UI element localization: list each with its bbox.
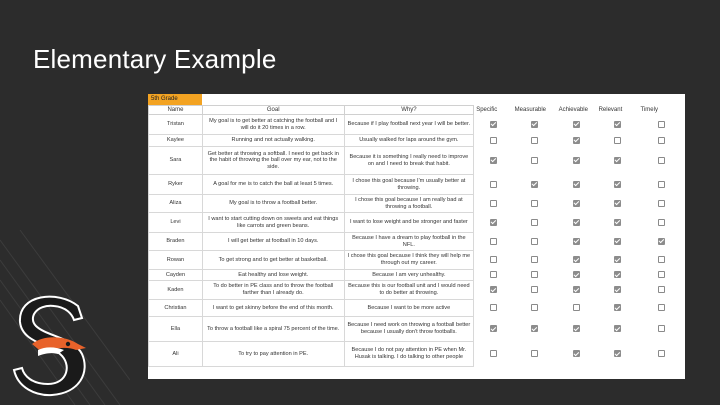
column-header-why: Why?	[344, 106, 474, 115]
smart-criterion-cell	[597, 251, 639, 270]
smart-criterion-cell	[557, 115, 597, 135]
table-row	[149, 317, 685, 342]
smart-criterion-cell	[597, 115, 639, 135]
checked-checkbox-icon[interactable]	[490, 157, 497, 164]
smart-criterion-cell	[639, 115, 685, 135]
header-row	[149, 106, 685, 115]
column-header-achievable: Achievable	[558, 107, 588, 113]
checked-checkbox-icon[interactable]	[573, 325, 580, 332]
row-goal-cell: To throw a football like a spiral 75 percent of the time.	[202, 317, 344, 342]
smart-criterion-cell	[597, 233, 639, 251]
row-name-cell: Ryker	[149, 175, 203, 195]
unchecked-checkbox-icon[interactable]	[658, 325, 665, 332]
row-name-cell: Ella	[149, 317, 203, 342]
checked-checkbox-icon[interactable]	[573, 200, 580, 207]
unchecked-checkbox-icon[interactable]	[531, 271, 538, 278]
column-header-relevant: Relevant	[598, 107, 623, 113]
row-why-cell: Because I want to be more active	[344, 300, 474, 317]
smart-criterion-cell	[557, 213, 597, 233]
row-goal-cell: I want to get skinny before the end of this month.	[202, 300, 344, 317]
checked-checkbox-icon[interactable]	[614, 271, 621, 278]
smart-criterion-cell	[639, 175, 685, 195]
smart-criterion-cell	[597, 195, 639, 213]
column-header-goal: Goal	[202, 106, 344, 115]
smart-criterion-cell	[597, 281, 639, 300]
table-row	[149, 135, 685, 147]
unchecked-checkbox-icon[interactable]	[658, 286, 665, 293]
checked-checkbox-icon[interactable]	[573, 219, 580, 226]
unchecked-checkbox-icon[interactable]	[658, 200, 665, 207]
checked-checkbox-icon[interactable]	[573, 271, 580, 278]
table-row	[149, 233, 685, 251]
smart-criterion-cell	[474, 233, 513, 251]
row-name-cell: Kaden	[149, 281, 203, 300]
smart-criterion-cell	[474, 115, 513, 135]
row-why-cell: Usually walked for laps around the gym.	[344, 135, 474, 147]
smart-criterion-cell	[597, 342, 639, 367]
smart-criterion-cell	[557, 317, 597, 342]
smart-criterion-cell	[557, 233, 597, 251]
row-why-cell: I chose this goal because I am really bad at throwing a football.	[344, 195, 474, 213]
unchecked-checkbox-icon[interactable]	[490, 350, 497, 357]
row-name-cell: Christian	[149, 300, 203, 317]
unchecked-checkbox-icon[interactable]	[531, 157, 538, 164]
row-why-cell: Because it is something I really need to improve on and I need to break that habit.	[344, 147, 474, 175]
smart-criterion-cell	[513, 342, 557, 367]
unchecked-checkbox-icon[interactable]	[531, 304, 538, 311]
smart-criterion-cell	[557, 251, 597, 270]
smart-criterion-cell	[474, 175, 513, 195]
unchecked-checkbox-icon[interactable]	[531, 219, 538, 226]
row-why-cell: I want to lose weight and be stronger and faster	[344, 213, 474, 233]
row-name-cell: Levi	[149, 213, 203, 233]
row-why-cell: Because I do not pay attention in PE when Mr. Husak is talking. I do talking to other people	[344, 342, 474, 367]
smart-criterion-cell	[474, 251, 513, 270]
smart-criterion-cell	[639, 317, 685, 342]
smart-criterion-cell	[474, 213, 513, 233]
checked-checkbox-icon[interactable]	[614, 304, 621, 311]
smart-criterion-cell	[557, 270, 597, 281]
unchecked-checkbox-icon[interactable]	[658, 181, 665, 188]
row-goal-cell: My goal is to get better at catching the football and I will do it 20 times in a row.	[202, 115, 344, 135]
unchecked-checkbox-icon[interactable]	[531, 286, 538, 293]
row-goal-cell: To do better in PE class and to throw the football farther than I already do.	[202, 281, 344, 300]
smart-criterion-cell	[639, 270, 685, 281]
row-why-cell: Because if I play football next year I will be better.	[344, 115, 474, 135]
row-name-cell: Ali	[149, 342, 203, 367]
row-goal-cell: Get better at throwing a softball. I need to get back in the habit of throwing the ball over my ear, not to the side.	[202, 147, 344, 175]
unchecked-checkbox-icon[interactable]	[658, 304, 665, 311]
smart-criterion-cell	[513, 281, 557, 300]
row-goal-cell: Eat healthy and lose weight.	[202, 270, 344, 281]
smart-criterion-cell	[513, 300, 557, 317]
smart-criterion-cell	[557, 175, 597, 195]
column-header-timely: Timely	[640, 107, 658, 113]
smart-criterion-cell	[513, 195, 557, 213]
unchecked-checkbox-icon[interactable]	[614, 137, 621, 144]
smart-criterion-cell	[513, 317, 557, 342]
smart-criterion-cell	[474, 270, 513, 281]
unchecked-checkbox-icon[interactable]	[490, 256, 497, 263]
unchecked-checkbox-icon[interactable]	[490, 304, 497, 311]
unchecked-checkbox-icon[interactable]	[531, 238, 538, 245]
row-why-cell: Because I need work on throwing a football better because I usually don't throw footballs.	[344, 317, 474, 342]
smart-criterion-cell	[557, 135, 597, 147]
smart-criterion-cell	[557, 342, 597, 367]
row-name-cell: Kaylee	[149, 135, 203, 147]
table-row	[149, 281, 685, 300]
row-why-cell: I chose this goal because I'm usually better at throwing.	[344, 175, 474, 195]
table-row	[149, 213, 685, 233]
checked-checkbox-icon[interactable]	[614, 219, 621, 226]
smart-criterion-cell	[639, 195, 685, 213]
row-goal-cell: Running and not actually walking.	[202, 135, 344, 147]
table-row	[149, 115, 685, 135]
checked-checkbox-icon[interactable]	[614, 238, 621, 245]
column-header-name: Name	[149, 106, 203, 115]
goals-table	[148, 105, 685, 367]
checked-checkbox-icon[interactable]	[614, 286, 621, 293]
grade-label: 5th Grade	[148, 94, 202, 105]
checked-checkbox-icon[interactable]	[573, 238, 580, 245]
smart-criterion-cell	[597, 135, 639, 147]
smart-criterion-cell	[474, 300, 513, 317]
slide-title: Elementary Example	[33, 44, 277, 74]
unchecked-checkbox-icon[interactable]	[531, 256, 538, 263]
smart-criterion-cell	[474, 342, 513, 367]
unchecked-checkbox-icon[interactable]	[658, 271, 665, 278]
checked-checkbox-icon[interactable]	[573, 121, 580, 128]
smart-criterion-cell	[513, 233, 557, 251]
smart-criterion-cell	[474, 195, 513, 213]
row-goal-cell: To get strong and to get better at basketball.	[202, 251, 344, 270]
smart-criterion-cell	[474, 135, 513, 147]
row-why-cell: Because this is our football unit and I would need to do better at throwing.	[344, 281, 474, 300]
smart-criterion-cell	[513, 135, 557, 147]
smart-criterion-cell	[597, 213, 639, 233]
smart-criterion-cell	[597, 270, 639, 281]
smart-criterion-cell	[513, 251, 557, 270]
row-name-cell: Sara	[149, 147, 203, 175]
unchecked-checkbox-icon[interactable]	[490, 271, 497, 278]
column-header-specific: Specific	[476, 107, 498, 113]
unchecked-checkbox-icon[interactable]	[531, 200, 538, 207]
row-why-cell: Because I have a dream to play football in the NFL.	[344, 233, 474, 251]
unchecked-checkbox-icon[interactable]	[531, 350, 538, 357]
smart-criterion-cell	[474, 147, 513, 175]
smart-criterion-cell	[557, 195, 597, 213]
table-row	[149, 251, 685, 270]
smart-criterion-cell	[513, 270, 557, 281]
checked-checkbox-icon[interactable]	[573, 181, 580, 188]
checked-checkbox-icon[interactable]	[490, 121, 497, 128]
row-goal-cell: A goal for me is to catch the ball at least 5 times.	[202, 175, 344, 195]
smart-criterion-cell	[639, 281, 685, 300]
row-goal-cell: To try to pay attention in PE.	[202, 342, 344, 367]
unchecked-checkbox-icon[interactable]	[490, 200, 497, 207]
table-row	[149, 195, 685, 213]
checked-checkbox-icon[interactable]	[490, 219, 497, 226]
smart-criterion-cell	[597, 147, 639, 175]
smart-criterion-cell	[513, 213, 557, 233]
smart-criterion-cell	[474, 281, 513, 300]
row-goal-cell: I want to start cutting down on sweets and eat things like carrots and green beans.	[202, 213, 344, 233]
unchecked-checkbox-icon[interactable]	[490, 238, 497, 245]
smart-criterion-cell	[557, 281, 597, 300]
checked-checkbox-icon[interactable]	[573, 256, 580, 263]
checked-checkbox-icon[interactable]	[531, 121, 538, 128]
smart-criterion-cell	[639, 135, 685, 147]
smart-criterion-cell	[639, 342, 685, 367]
smart-criterion-cell	[474, 317, 513, 342]
smart-criterion-cell	[639, 251, 685, 270]
table-row	[149, 300, 685, 317]
unchecked-checkbox-icon[interactable]	[573, 304, 580, 311]
unchecked-checkbox-icon[interactable]	[658, 121, 665, 128]
checked-checkbox-icon[interactable]	[614, 121, 621, 128]
checked-checkbox-icon[interactable]	[573, 137, 580, 144]
checked-checkbox-icon[interactable]	[573, 350, 580, 357]
checked-checkbox-icon[interactable]	[614, 181, 621, 188]
smart-criterion-cell	[513, 175, 557, 195]
table-row	[149, 270, 685, 281]
checked-checkbox-icon[interactable]	[614, 325, 621, 332]
table-row	[149, 342, 685, 367]
smart-criterion-cell	[513, 147, 557, 175]
row-why-cell: I chose this goal because I think they will help me through out my career.	[344, 251, 474, 270]
checked-checkbox-icon[interactable]	[614, 200, 621, 207]
checked-checkbox-icon[interactable]	[614, 157, 621, 164]
smart-criterion-cell	[513, 115, 557, 135]
row-name-cell: Tristan	[149, 115, 203, 135]
unchecked-checkbox-icon[interactable]	[658, 256, 665, 263]
row-name-cell: Braden	[149, 233, 203, 251]
row-why-cell: Because I am very unhealthy.	[344, 270, 474, 281]
unchecked-checkbox-icon[interactable]	[490, 181, 497, 188]
smart-criterion-cell	[597, 300, 639, 317]
unchecked-checkbox-icon[interactable]	[658, 350, 665, 357]
goals-spreadsheet	[148, 94, 685, 379]
checked-checkbox-icon[interactable]	[614, 256, 621, 263]
smart-criterion-cell	[639, 213, 685, 233]
checked-checkbox-icon[interactable]	[573, 286, 580, 293]
smart-criterion-cell	[639, 147, 685, 175]
checked-checkbox-icon[interactable]	[490, 325, 497, 332]
row-name-cell: Cayden	[149, 270, 203, 281]
row-name-cell: Aliza	[149, 195, 203, 213]
checked-checkbox-icon[interactable]	[614, 350, 621, 357]
table-row	[149, 147, 685, 175]
school-mascot-logo	[8, 292, 96, 400]
unchecked-checkbox-icon[interactable]	[531, 137, 538, 144]
smart-criterion-cell	[639, 233, 685, 251]
row-goal-cell: I will get better at football in 10 days.	[202, 233, 344, 251]
checked-checkbox-icon[interactable]	[490, 286, 497, 293]
row-name-cell: Rowan	[149, 251, 203, 270]
smart-criterion-cell	[639, 300, 685, 317]
checked-checkbox-icon[interactable]	[573, 157, 580, 164]
smart-criterion-cell	[557, 147, 597, 175]
smart-criterion-cell	[597, 175, 639, 195]
smart-criterion-cell	[597, 317, 639, 342]
row-goal-cell: My goal is to throw a football better.	[202, 195, 344, 213]
checked-checkbox-icon[interactable]	[531, 181, 538, 188]
column-header-measurable: Measurable	[514, 107, 547, 113]
table-row	[149, 175, 685, 195]
smart-criterion-cell	[557, 300, 597, 317]
unchecked-checkbox-icon[interactable]	[658, 137, 665, 144]
unchecked-checkbox-icon[interactable]	[490, 137, 497, 144]
checked-checkbox-icon[interactable]	[658, 238, 665, 245]
unchecked-checkbox-icon[interactable]	[658, 219, 665, 226]
unchecked-checkbox-icon[interactable]	[658, 157, 665, 164]
checked-checkbox-icon[interactable]	[531, 325, 538, 332]
